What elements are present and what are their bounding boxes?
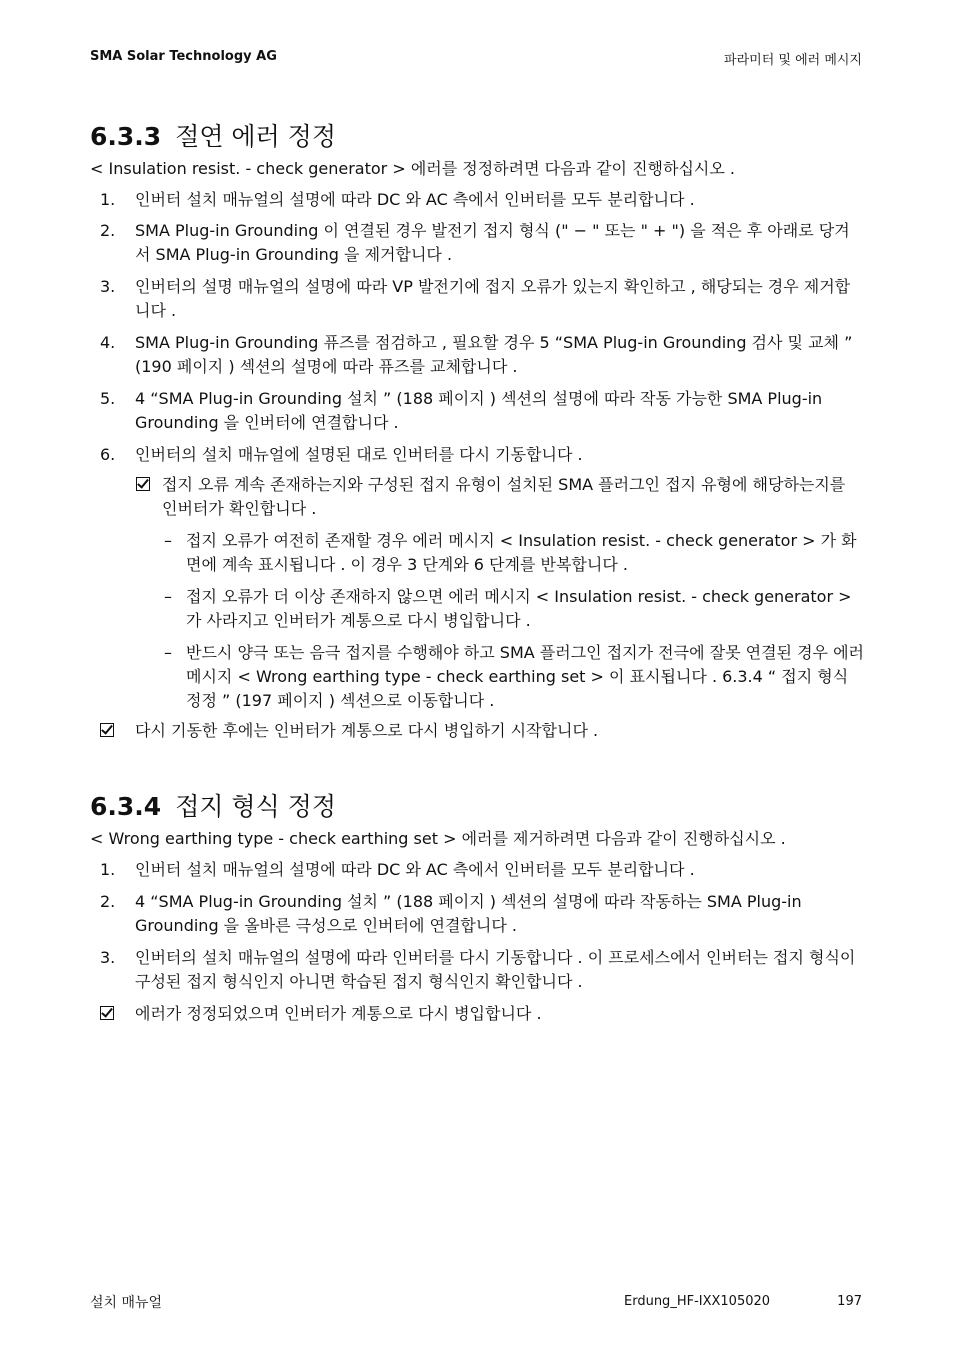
list-item: – 접지 오류가 더 이상 존재하지 않으면 에러 메시지 < Insulation resist. - check generator > 가 사라지고 인버터가 계통으로 다시 병입합니다 .	[164, 587, 852, 630]
footer-doc-id: Erdung_HF-IXX105020	[624, 1294, 771, 1309]
step: 3. 인버터의 설명 매뉴얼의 설명에 따라 VP 발전기에 접지 오류가 있는지 확인하고 , 해당되는 경우 제거합니다 .	[100, 277, 851, 320]
page-number: 197	[837, 1294, 862, 1309]
step: 1. 인버터 설치 매뉴얼의 설명에 따라 DC 와 AC 측에서 인버터를 모두 분리합니다 .	[100, 190, 695, 209]
section-intro: < Wrong earthing type - check earthing set > 에러를 제거하려면 다음과 같이 진행하십시오 .	[90, 829, 786, 848]
list-item: – 접지 오류가 여전히 존재할 경우 에러 메시지 < Insulation resist. - check generator > 가 화면에 계속 표시됩니다 . 이 경우 3 단계와 6 단계를 반복합니다 .	[164, 531, 857, 574]
footer-doc-type: 설치 매뉴얼	[90, 1295, 163, 1311]
section-heading: 6.3.3 절연 에러 정정	[90, 122, 336, 151]
result-check-item: 에러가 정정되었으며 인버터가 계통으로 다시 병입합니다 .	[90, 1002, 865, 1026]
step: 3. 인버터의 설치 매뉴얼의 설명에 따라 인버터를 다시 기동합니다 . 이 프로세스에서 인버터는 접지 형식이 구성된 접지 형식인지 아니면 학습된 접지 형식인지 확인합니다 .	[100, 948, 856, 991]
step: 2. SMA Plug-in Grounding 이 연결된 경우 발전기 접지 형식 (" − " 또는 " + ") 을 적은 후 아래로 당겨서 SMA Plug-in Grounding 을 제거합니다 .	[100, 221, 850, 264]
section-insulation-error	[90, 120, 865, 743]
step: 6. 인버터의 설치 매뉴얼에 설명된 대로 인버터를 다시 기동합니다 .	[100, 445, 583, 464]
step: 5. 4 “SMA Plug-in Grounding 설치 ” (188 페이지 ) 섹션의 설명에 따라 작동 가능한 SMA Plug-in Grounding 을 인버터에 연결합니다 .	[100, 389, 823, 432]
section-intro: < Insulation resist. - check generator > 에러를 정정하려면 다음과 같이 진행하십시오 .	[90, 159, 736, 178]
checkbox-icon	[100, 1006, 114, 1020]
result-check-item: 다시 기동한 후에는 인버터가 계통으로 다시 병입하기 시작합니다 .	[90, 719, 865, 743]
checkbox-icon	[100, 723, 114, 737]
section-earthing-type	[90, 790, 865, 1026]
step: 4. SMA Plug-in Grounding 퓨즈를 점검하고 , 필요할 경우 5 “SMA Plug-in Grounding 검사 및 교체 ” (190 페이지 ) 섹션의 설명에 따라 퓨즈를 교체합니다 .	[100, 333, 853, 376]
step: 1. 인버터 설치 매뉴얼의 설명에 따라 DC 와 AC 측에서 인버터를 모두 분리합니다 .	[100, 860, 695, 879]
header-company: SMA Solar Technology AG	[90, 49, 277, 64]
result-check-item: 접지 오류 계속 존재하는지와 구성된 접지 유형이 설치된 SMA 플러그인 접지 유형에 해당하는지를 인버터가 확인합니다 .	[90, 473, 865, 521]
checkbox-icon	[136, 477, 150, 491]
step: 2. 4 “SMA Plug-in Grounding 설치 ” (188 페이지 ) 섹션의 설명에 따라 작동하는 SMA Plug-in Grounding 을 올바른 극성으로 인버터에 연결합니다 .	[100, 892, 802, 935]
section-heading: 6.3.4 접지 형식 정정	[90, 792, 336, 821]
list-item: – 반드시 양극 또는 음극 접지를 수행해야 하고 SMA 플러그인 접지가 전극에 잘못 연결된 경우 에러 메시지 < Wrong earthing type - check earthing set > 이 표시됩니다 . 6.3.4 “ 접지 형식 정정 ” (197 페이지 ) 섹션으로 이동합니다 .	[164, 643, 864, 710]
header-chapter: 파라미터 및 에러 메시지	[724, 53, 862, 68]
